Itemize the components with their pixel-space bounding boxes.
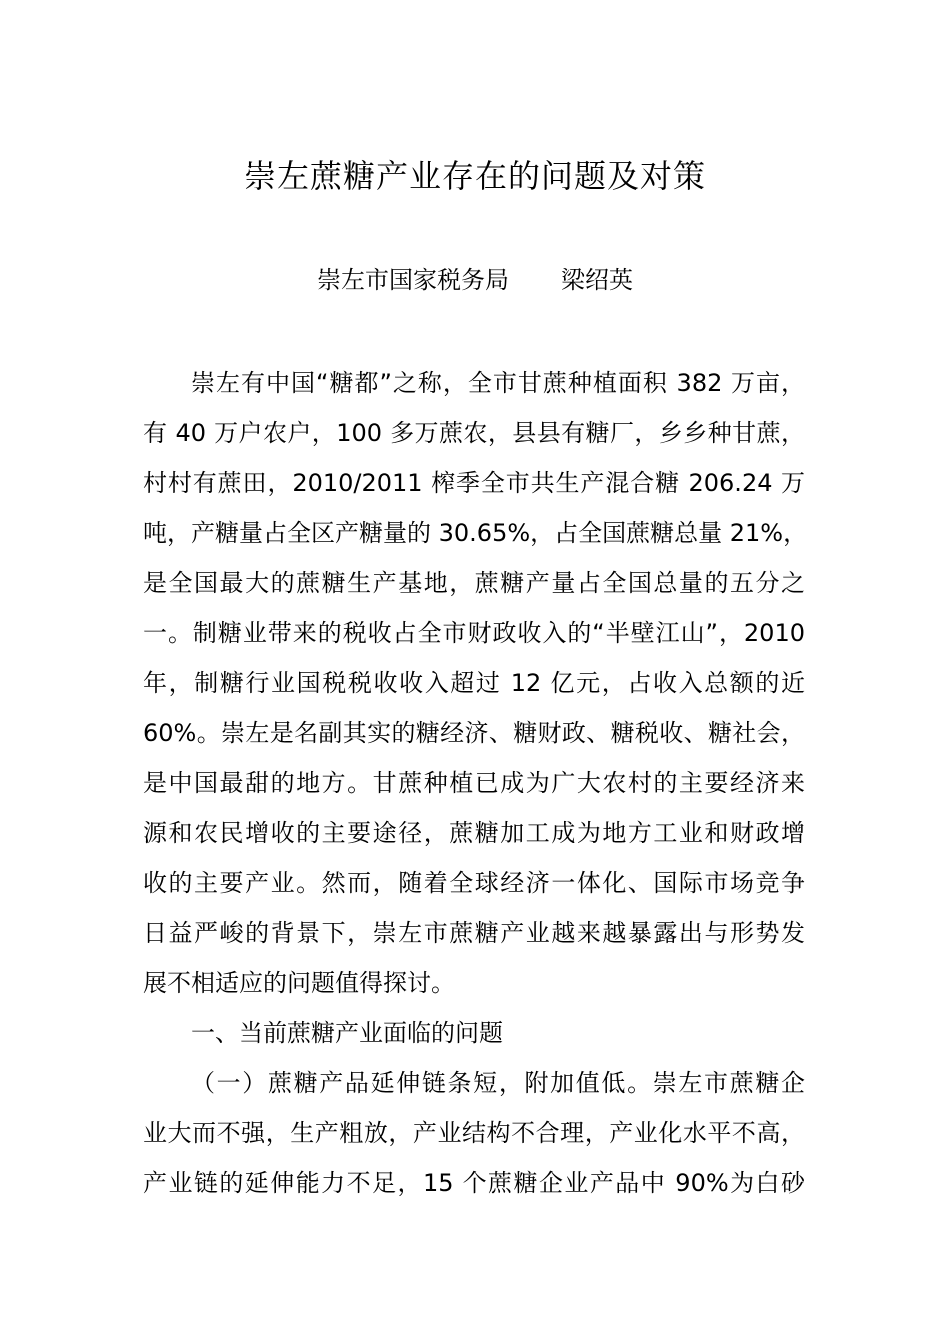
byline bbox=[0, 260, 950, 300]
text-line: 产业链的延伸能力不足，15 个蔗糖企业产品中 90%为白砂 bbox=[143, 1169, 805, 1197]
text-line: 是全国最大的蔗糖生产基地，蔗糖产量占全国总量的五分之 bbox=[143, 569, 805, 597]
page-title: 崇左蔗糖产业存在的问题及对策 bbox=[243, 157, 706, 195]
text-line: 源和农民增收的主要途径，蔗糖加工成为地方工业和财政增 bbox=[143, 819, 805, 847]
text-line: 60%。崇左是名副其实的糖经济、糖财政、糖税收、糖社会， bbox=[143, 719, 805, 747]
text-line: 有 40 万户农户，100 多万蔗农，县县有糖厂，乡乡种甘蔗， bbox=[143, 419, 805, 447]
text-line: 是中国最甜的地方。甘蔗种植已成为广大农村的主要经济来 bbox=[143, 769, 805, 797]
author-organization: 崇左市国家税务局 bbox=[317, 266, 509, 294]
text-line: 一。制糖业带来的税收占全市财政收入的“半壁江山”，2010 bbox=[143, 619, 805, 647]
text-line: 业大而不强，生产粗放，产业结构不合理，产业化水平不高， bbox=[143, 1119, 805, 1147]
author-name: 梁绍英 bbox=[561, 266, 633, 294]
text-line: 村村有蔗田，2010/2011 榨季全市共生产混合糖 206.24 万 bbox=[143, 469, 805, 497]
text-line: 展不相适应的问题值得探讨。 bbox=[143, 969, 455, 997]
text-line: 收的主要产业。然而，随着全球经济一体化、国际市场竞争 bbox=[143, 869, 805, 897]
paragraph-problem-1 bbox=[143, 1058, 805, 1208]
document-body bbox=[143, 358, 808, 1208]
text-line: 崇左有中国“糖都”之称，全市甘蔗种植面积 382 万亩， bbox=[191, 369, 805, 397]
text-line: （一）蔗糖产品延伸链条短，附加值低。崇左市蔗糖企 bbox=[191, 1069, 805, 1097]
text-line: 日益严峻的背景下，崇左市蔗糖产业越来越暴露出与形势发 bbox=[143, 919, 805, 947]
text-line: 年，制糖行业国税税收收入超过 12 亿元，占收入总额的近 bbox=[143, 669, 805, 697]
paragraph-intro bbox=[143, 358, 808, 1008]
text-line: 吨，产糖量占全区产糖量的 30.65%，占全国蔗糖总量 21%， bbox=[143, 519, 808, 547]
section-heading: 一、当前蔗糖产业面临的问题 bbox=[191, 1019, 503, 1047]
